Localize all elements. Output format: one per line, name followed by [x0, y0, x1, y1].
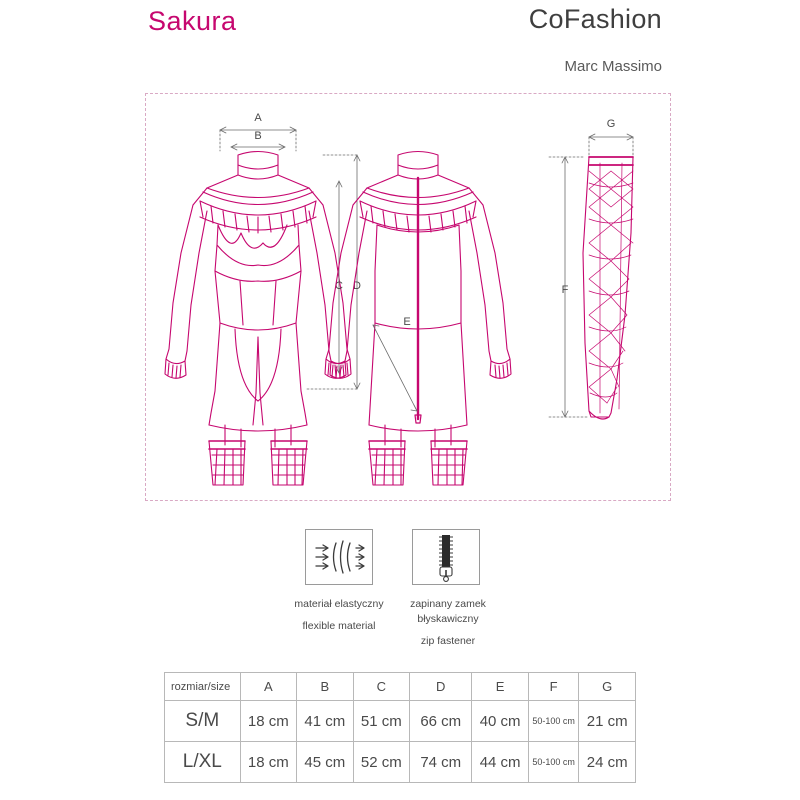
cell-g: 24 cm	[579, 742, 636, 783]
header-a: A	[240, 673, 297, 701]
cell-a: 18 cm	[240, 701, 297, 742]
company-name: CoFashion	[528, 4, 662, 34]
garment-technical-drawing	[145, 93, 669, 499]
dim-label-g: G	[606, 118, 616, 130]
zip-caption-en: zip fastener	[420, 635, 476, 647]
front-stocking-right	[271, 441, 307, 485]
row-size-label: L/XL	[165, 742, 241, 783]
cell-a: 18 cm	[240, 742, 297, 783]
elastic-caption-pl: materiał elastyczny	[294, 598, 384, 610]
table-row	[165, 742, 636, 783]
cell-b: 45 cm	[297, 742, 354, 783]
dim-label-e: E	[403, 316, 411, 328]
front-view-figure	[165, 152, 351, 486]
cell-d: 66 cm	[410, 701, 472, 742]
back-dimension-lines	[373, 325, 417, 411]
cell-c: 52 cm	[353, 742, 410, 783]
header-f: F	[528, 673, 579, 701]
back-stocking-right	[431, 441, 467, 485]
zip-fastener-caption	[388, 597, 508, 649]
header-g: G	[579, 673, 636, 701]
dim-label-f: F	[561, 284, 569, 296]
header-size: rozmiar/size	[165, 673, 241, 701]
dim-label-c: C	[335, 280, 343, 292]
zip-caption-pl-1: zapinany zamek	[410, 598, 486, 610]
cell-b: 41 cm	[297, 701, 354, 742]
header-d: D	[410, 673, 472, 701]
designer-name: Marc Massimo	[564, 58, 662, 75]
page-title: Sakura	[148, 6, 237, 36]
elastic-caption-en: flexible material	[302, 620, 376, 632]
header-b: B	[297, 673, 354, 701]
dim-label-d: D	[353, 280, 361, 292]
table-row	[165, 701, 636, 742]
cell-e: 40 cm	[472, 701, 529, 742]
cell-g: 21 cm	[579, 701, 636, 742]
front-stocking-left	[209, 441, 245, 485]
header-e: E	[472, 673, 529, 701]
dim-label-b: B	[254, 130, 262, 142]
stocking-figure	[583, 157, 633, 419]
back-view-figure	[325, 152, 511, 486]
size-table	[164, 672, 636, 783]
cell-c: 51 cm	[353, 701, 410, 742]
cell-f: 50-100 cm	[528, 701, 579, 742]
row-size-label: S/M	[165, 701, 241, 742]
elastic-material-icon	[305, 529, 373, 585]
zip-fastener-icon	[412, 529, 480, 585]
cell-f: 50-100 cm	[528, 742, 579, 783]
header-c: C	[353, 673, 410, 701]
dim-label-a: A	[254, 112, 262, 124]
cell-d: 74 cm	[410, 742, 472, 783]
zip-caption-pl-2: błyskawiczny	[417, 613, 479, 625]
cell-e: 44 cm	[472, 742, 529, 783]
back-stocking-left	[369, 441, 405, 485]
table-header-row	[165, 673, 636, 701]
